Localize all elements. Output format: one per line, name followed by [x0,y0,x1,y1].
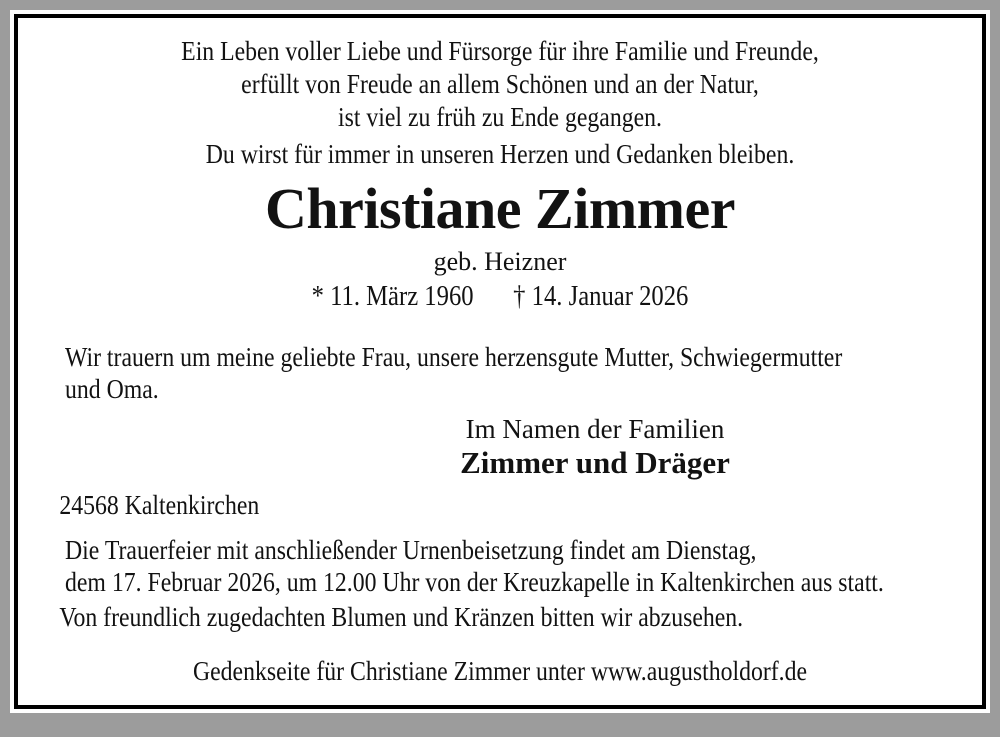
address-line: 24568 Kaltenkirchen [59,490,260,520]
mourning-line: und Oma. [65,374,159,404]
obituary-notice-card [14,14,986,709]
page-background [0,14,1000,737]
funeral-block [18,534,982,598]
life-dates-row [76,280,924,314]
flowers-line: Von freundlich zugedachten Blumen und Kränzen bitten wir abzusehen. [59,602,744,632]
family-names: Zimmer und Dräger [460,445,730,480]
epitaph-line: erfüllt von Freude an allem Schönen und an der Natur, [241,69,759,99]
family-block [208,413,982,481]
maiden-name: geb. Heizner [433,247,567,276]
birth-date: * 11. März 1960 [311,281,474,312]
funeral-line: Die Trauerfeier mit anschließender Urnenbeisetzung findet am Dienstag, [65,535,757,565]
deceased-name: Christiane Zimmer [265,176,735,241]
family-intro: Im Namen der Familien [465,414,725,444]
epitaph-line: ist viel zu früh zu Ende gegangen. [338,102,662,132]
memorial-line: Gedenkseite für Christiane Zimmer unter www.augustholdorf.de [192,656,808,686]
epitaph-line: Ein Leben voller Liebe und Fürsorge für ihre Familie und Freunde, [181,36,819,66]
death-date: † 14. Januar 2026 [513,281,689,312]
mourning-block [18,341,982,405]
remembrance-line: Du wirst für immer in unseren Herzen und Gedanken bleiben. [205,139,795,169]
funeral-line: dem 17. Februar 2026, um 12.00 Uhr von der Kreuzkapelle in Kaltenkirchen aus statt. [65,567,884,597]
mourning-line: Wir trauern um meine geliebte Frau, unsere herzensgute Mutter, Schwiegermutter [65,342,843,372]
epitaph-block [18,35,982,134]
